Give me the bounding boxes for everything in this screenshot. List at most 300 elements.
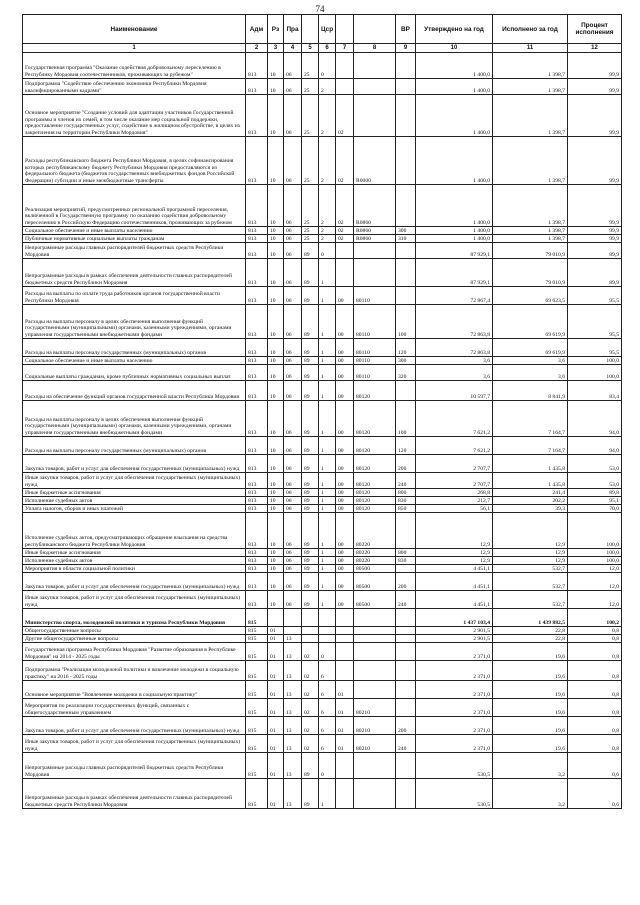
row-pr: 13: [284, 753, 302, 779]
row-csr-4: 80110: [354, 339, 396, 357]
row-executed: 19,6: [493, 661, 568, 681]
row-rz: 10: [268, 357, 284, 365]
row-pr: 06: [284, 591, 302, 609]
row-rz: [268, 609, 284, 627]
row-csr-1: 89: [302, 287, 319, 305]
col-number: 9: [396, 44, 416, 53]
row-csr-2: 1: [319, 557, 336, 565]
row-csr-4: 80220: [354, 513, 396, 549]
row-vr: 800: [396, 489, 416, 497]
row-csr-3: 00: [336, 381, 354, 401]
row-name: Государственная программа Республики Мордовия "Развитие образования в Республике Мордовия" на 2014 - 2025 годы: [23, 643, 246, 661]
row-approved: 2 371,0: [416, 643, 493, 661]
table-row: [23, 401, 622, 437]
row-name: Министерство спорта, молодежной политики и туризма Республики Мордовия: [23, 609, 246, 627]
row-executed: 3,6: [493, 357, 568, 365]
row-approved: 12,9: [416, 549, 493, 557]
row-csr-3: 02: [336, 235, 354, 243]
row-csr-2: 6: [319, 681, 336, 699]
row-approved: 12,9: [416, 513, 493, 549]
row-percent: 12,0: [568, 591, 622, 609]
row-adm: 813: [246, 339, 268, 357]
row-approved: 87 929,1: [416, 243, 493, 259]
row-csr-4: [354, 635, 396, 643]
row-csr-2: 1: [319, 339, 336, 357]
row-rz: 10: [268, 287, 284, 305]
row-percent: 12,0: [568, 565, 622, 573]
row-csr-3: 00: [336, 513, 354, 549]
table-row: [23, 381, 622, 401]
table-row: [23, 513, 622, 549]
row-csr-1: 02: [302, 661, 319, 681]
col-number: 2: [246, 44, 268, 53]
row-executed: 3,2: [493, 753, 568, 779]
row-rz: 10: [268, 401, 284, 437]
table-row: [23, 455, 622, 473]
row-percent: 0,8: [568, 699, 622, 717]
row-name: Реализация мероприятий, предусмотренных региональной программой переселения, включенной в Государственную программу по оказанию содействия добровольному переселению в Российскую Федерацию соотечественников, проживающих за рубежом: [23, 185, 246, 227]
row-approved: 2 901,5: [416, 627, 493, 635]
row-vr: [396, 681, 416, 699]
row-csr-2: [319, 627, 336, 635]
row-csr-3: [336, 259, 354, 287]
row-csr-1: 89: [302, 381, 319, 401]
row-adm: 813: [246, 305, 268, 339]
row-approved: 2 371,0: [416, 735, 493, 753]
row-csr-4: [354, 79, 396, 95]
row-csr-1: 89: [302, 339, 319, 357]
row-rz: 01: [268, 635, 284, 643]
row-csr-3: 00: [336, 591, 354, 609]
row-percent: 100,0: [568, 557, 622, 565]
row-csr-4: [354, 661, 396, 681]
col-number: 4: [284, 44, 302, 53]
table-row: [23, 717, 622, 735]
row-name: Расходы на выплаты персоналу в целях обеспечения выполнения функций государственными (муниципальными) органами, казенными учреждениями, органами управления государственными внебюджетными фондами: [23, 305, 246, 339]
row-percent: 100,0: [568, 357, 622, 365]
row-approved: 2 371,0: [416, 661, 493, 681]
col-number: 12: [568, 44, 622, 53]
row-csr-3: [336, 643, 354, 661]
row-percent: 0,8: [568, 661, 622, 681]
table-row: [23, 305, 622, 339]
row-adm: 813: [246, 473, 268, 489]
row-executed: 3,2: [493, 779, 568, 809]
row-approved: 1 400,0: [416, 53, 493, 79]
row-csr-1: 89: [302, 455, 319, 473]
row-csr-2: 6: [319, 699, 336, 717]
col-header-blank: [354, 15, 396, 44]
row-adm: 815: [246, 635, 268, 643]
row-approved: 1 400,0: [416, 95, 493, 137]
row-executed: 7 164,7: [493, 401, 568, 437]
row-adm: 813: [246, 557, 268, 565]
row-vr: [396, 53, 416, 79]
table-row: [23, 497, 622, 505]
row-csr-4: 80110: [354, 357, 396, 365]
row-name: Иные закупки товаров, работ и услуг для обеспечения государственных (муниципальных) нужд: [23, 735, 246, 753]
row-csr-4: 80500: [354, 591, 396, 609]
row-csr-2: 0: [319, 643, 336, 661]
row-vr: 100: [396, 401, 416, 437]
row-percent: 0,8: [568, 635, 622, 643]
row-csr-1: 25: [302, 53, 319, 79]
row-csr-1: 02: [302, 699, 319, 717]
row-csr-1: 89: [302, 473, 319, 489]
row-csr-1: 25: [302, 79, 319, 95]
row-csr-1: 02: [302, 717, 319, 735]
row-executed: 12,9: [493, 549, 568, 557]
row-csr-1: 89: [302, 437, 319, 455]
row-csr-1: 25: [302, 185, 319, 227]
row-csr-4: [354, 779, 396, 809]
row-approved: 3,6: [416, 365, 493, 381]
row-pr: 06: [284, 227, 302, 235]
row-executed: 69 619,9: [493, 339, 568, 357]
row-approved: 4 451,1: [416, 573, 493, 591]
row-rz: 10: [268, 79, 284, 95]
row-percent: 0,8: [568, 643, 622, 661]
row-csr-2: 2: [319, 227, 336, 235]
table-row: [23, 365, 622, 381]
row-approved: 2 707,7: [416, 473, 493, 489]
row-vr: [396, 753, 416, 779]
row-rz: 10: [268, 557, 284, 565]
row-adm: 815: [246, 735, 268, 753]
row-csr-3: 00: [336, 401, 354, 437]
row-csr-3: [336, 753, 354, 779]
row-csr-4: [354, 627, 396, 635]
row-rz: 01: [268, 643, 284, 661]
table-row: [23, 227, 622, 235]
row-approved: 4 451,1: [416, 565, 493, 573]
row-adm: 813: [246, 513, 268, 549]
row-vr: 830: [396, 557, 416, 565]
row-adm: 815: [246, 681, 268, 699]
row-adm: 813: [246, 489, 268, 497]
row-csr-4: R0000: [354, 137, 396, 185]
row-percent: 99,9: [568, 79, 622, 95]
row-approved: 4 451,1: [416, 591, 493, 609]
row-name: Государственная программа "Оказание содействия добровольному переселению в Республику Мордовия соотечественников, проживающих за рубежом": [23, 53, 246, 79]
row-csr-4: 80220: [354, 557, 396, 565]
row-csr-2: 1: [319, 489, 336, 497]
row-csr-3: [336, 53, 354, 79]
row-csr-1: 25: [302, 137, 319, 185]
row-csr-3: [336, 661, 354, 681]
row-percent: 99,9: [568, 137, 622, 185]
row-approved: 530,5: [416, 753, 493, 779]
row-csr-1: 89: [302, 591, 319, 609]
row-csr-3: 02: [336, 137, 354, 185]
table-row: [23, 627, 622, 635]
row-vr: 240: [396, 591, 416, 609]
row-vr: 850: [396, 505, 416, 513]
row-name: Мероприятия по реализации государственных функций, связанных с общегосударственным управлением: [23, 699, 246, 717]
row-adm: 813: [246, 287, 268, 305]
row-csr-1: 25: [302, 95, 319, 137]
row-name: Исполнение судебных актов, предусматривающих обращение взыскания на средства республиканского бюджета Республики Мордовия: [23, 513, 246, 549]
row-rz: 10: [268, 137, 284, 185]
row-csr-4: 80210: [354, 699, 396, 717]
row-rz: 10: [268, 497, 284, 505]
row-adm: 813: [246, 401, 268, 437]
row-adm: 813: [246, 235, 268, 243]
table-row: [23, 681, 622, 699]
row-percent: 100,2: [568, 609, 622, 627]
table-row: [23, 437, 622, 455]
row-adm: 815: [246, 779, 268, 809]
row-csr-2: 6: [319, 717, 336, 735]
row-executed: 1 398,7: [493, 79, 568, 95]
row-adm: 813: [246, 437, 268, 455]
row-csr-2: 1: [319, 473, 336, 489]
row-name: Непрограммные расходы главных распорядителей бюджетных средств Республики Мордовия: [23, 243, 246, 259]
row-approved: 530,5: [416, 779, 493, 809]
row-vr: [396, 635, 416, 643]
row-percent: 12,0: [568, 573, 622, 591]
row-vr: [396, 185, 416, 227]
row-csr-4: [354, 53, 396, 79]
row-csr-3: [336, 779, 354, 809]
row-csr-3: 00: [336, 489, 354, 497]
row-csr-1: 25: [302, 227, 319, 235]
table-row: [23, 339, 622, 357]
column-number-row: [23, 44, 622, 53]
row-percent: 100,0: [568, 513, 622, 549]
table-row: [23, 53, 622, 79]
row-csr-4: 80220: [354, 549, 396, 557]
row-csr-4: 80120: [354, 401, 396, 437]
row-adm: 815: [246, 661, 268, 681]
table-row: [23, 753, 622, 779]
row-percent: 70,0: [568, 505, 622, 513]
row-name: Расходы республиканского бюджета Республики Мордовия, в целях софинансирования которых республиканскому бюджету Республики Мордовия предоставляются из федерального бюджета (бюджетов государственных внебюджетных фондов Российской Федерации) субсидии и иные межбюджетные трансферты: [23, 137, 246, 185]
row-name: Иные бюджетные ассигнования: [23, 489, 246, 497]
row-adm: 813: [246, 185, 268, 227]
table-row: [23, 259, 622, 287]
row-name: Уплата налогов, сборов и иных платежей: [23, 505, 246, 513]
row-pr: 06: [284, 565, 302, 573]
row-csr-2: 0: [319, 243, 336, 259]
row-name: Закупка товаров, работ и услуг для обеспечения государственных (муниципальных) нужд: [23, 717, 246, 735]
row-csr-1: [302, 635, 319, 643]
row-csr-2: 2: [319, 185, 336, 227]
row-pr: 06: [284, 259, 302, 287]
row-executed: 19,6: [493, 717, 568, 735]
col-header-blank: [302, 15, 319, 44]
row-percent: 89,8: [568, 489, 622, 497]
row-csr-3: 00: [336, 505, 354, 513]
table-row: [23, 79, 622, 95]
row-csr-3: 02: [336, 227, 354, 235]
row-vr: 300: [396, 357, 416, 365]
row-percent: 94,0: [568, 437, 622, 455]
col-header-percent: Процент исполнения: [568, 15, 622, 44]
row-csr-3: [336, 79, 354, 95]
row-csr-3: 00: [336, 455, 354, 473]
col-number: 5: [302, 44, 319, 53]
row-name: Непрограммные расходы главных распорядителей бюджетных средств Республики Мордовия: [23, 753, 246, 779]
row-csr-3: 01: [336, 735, 354, 753]
col-header-pr: Пра: [284, 15, 302, 44]
row-percent: 99,9: [568, 185, 622, 227]
row-vr: 830: [396, 497, 416, 505]
row-pr: 06: [284, 365, 302, 381]
row-csr-2: 1: [319, 497, 336, 505]
row-csr-3: 02: [336, 185, 354, 227]
row-rz: 01: [268, 681, 284, 699]
row-percent: 95,5: [568, 287, 622, 305]
row-executed: 1 398,7: [493, 137, 568, 185]
row-executed: 1 398,7: [493, 185, 568, 227]
row-csr-4: 80120: [354, 455, 396, 473]
row-vr: 120: [396, 339, 416, 357]
row-rz: 10: [268, 591, 284, 609]
row-executed: 532,7: [493, 591, 568, 609]
row-adm: 815: [246, 753, 268, 779]
row-pr: 06: [284, 137, 302, 185]
row-pr: 13: [284, 779, 302, 809]
row-name: Иные бюджетные ассигнования: [23, 549, 246, 557]
row-vr: [396, 287, 416, 305]
row-rz: 10: [268, 365, 284, 381]
row-vr: [396, 79, 416, 95]
row-adm: 813: [246, 365, 268, 381]
row-vr: [396, 661, 416, 681]
row-executed: 19,6: [493, 699, 568, 717]
header-row: [23, 15, 622, 44]
row-csr-1: 25: [302, 235, 319, 243]
row-vr: [396, 137, 416, 185]
row-csr-2: 6: [319, 735, 336, 753]
row-executed: 1 398,7: [493, 235, 568, 243]
row-csr-4: 80210: [354, 717, 396, 735]
budget-table: [22, 14, 622, 809]
col-number: 3: [268, 44, 284, 53]
row-csr-2: 1: [319, 573, 336, 591]
table-row: [23, 565, 622, 573]
row-percent: 99,9: [568, 53, 622, 79]
row-approved: 2 371,0: [416, 699, 493, 717]
row-approved: 72 867,4: [416, 287, 493, 305]
row-percent: 0,6: [568, 779, 622, 809]
row-vr: 320: [396, 365, 416, 381]
row-name: Расходы на выплаты персоналу государственных (муниципальных) органов: [23, 339, 246, 357]
table-row: [23, 779, 622, 809]
row-percent: 94,0: [568, 401, 622, 437]
row-csr-3: [336, 609, 354, 627]
row-name: Подпрограмма "Реализация молодежной политики и вовлечение молодежи в социальную практику" на 2016 - 2025 годы: [23, 661, 246, 681]
row-name: Непрограммные расходы в рамках обеспечения деятельности главных распорядителей бюджетных средств Республики Мордовия: [23, 779, 246, 809]
row-pr: 06: [284, 557, 302, 565]
row-executed: 69 619,9: [493, 305, 568, 339]
row-csr-3: 00: [336, 473, 354, 489]
row-name: Расходы на выплаты персоналу в целях обеспечения выполнения функций государственными (муниципальными) органами, казенными учреждениями, органами управления государственными внебюджетными фондами: [23, 401, 246, 437]
row-csr-2: 1: [319, 565, 336, 573]
row-rz: 10: [268, 227, 284, 235]
col-number: 1: [23, 44, 246, 53]
row-csr-2: 1: [319, 259, 336, 287]
col-header-rz: Рз: [268, 15, 284, 44]
row-pr: 06: [284, 489, 302, 497]
row-csr-2: 2: [319, 79, 336, 95]
row-adm: 813: [246, 381, 268, 401]
row-pr: 06: [284, 505, 302, 513]
row-rz: 10: [268, 53, 284, 79]
row-percent: 0,8: [568, 627, 622, 635]
table-row: [23, 661, 622, 681]
row-approved: 2 901,5: [416, 635, 493, 643]
row-executed: 22,8: [493, 627, 568, 635]
row-csr-3: 00: [336, 365, 354, 381]
row-executed: 39,3: [493, 505, 568, 513]
row-csr-2: 6: [319, 661, 336, 681]
row-rz: 10: [268, 473, 284, 489]
row-csr-1: 89: [302, 497, 319, 505]
row-csr-1: 89: [302, 573, 319, 591]
row-executed: 22,8: [493, 635, 568, 643]
col-number: 8: [354, 44, 396, 53]
row-vr: [396, 643, 416, 661]
row-pr: 13: [284, 735, 302, 753]
row-name: Подпрограмма "Содействие обеспечению экономики Республики Мордовия квалифицированными кадрами": [23, 79, 246, 95]
row-name: Исполнение судебных актов: [23, 557, 246, 565]
row-name: Другие общегосударственные вопросы: [23, 635, 246, 643]
page-number: 74: [315, 4, 325, 14]
row-vr: [396, 699, 416, 717]
row-name: Закупка товаров, работ и услуг для обеспечения государственных (муниципальных) нужд: [23, 573, 246, 591]
row-approved: 1 400,0: [416, 185, 493, 227]
row-rz: 10: [268, 185, 284, 227]
row-csr-1: 02: [302, 735, 319, 753]
row-name: Иные закупки товаров, работ и услуг для обеспечения государственных (муниципальных) нужд: [23, 473, 246, 489]
row-percent: 0,8: [568, 717, 622, 735]
row-adm: 813: [246, 357, 268, 365]
row-name: Основное мероприятие "Создание условий для адаптации участников Государственной программы и членов их семей, в том числе оказание мер социальной поддержки, предоставление государственных услуг, содействие в жилищном обустройстве, в целях их закрепления на территории Республики Мордовия": [23, 95, 246, 137]
row-pr: 13: [284, 643, 302, 661]
row-executed: 1 435,8: [493, 455, 568, 473]
row-adm: 813: [246, 53, 268, 79]
row-name: Социальное обеспечение и иные выплаты населению: [23, 227, 246, 235]
row-adm: 813: [246, 455, 268, 473]
row-csr-2: 1: [319, 287, 336, 305]
row-executed: 532,7: [493, 565, 568, 573]
row-executed: 202,2: [493, 497, 568, 505]
row-vr: [396, 243, 416, 259]
row-csr-2: 1: [319, 437, 336, 455]
table-row: [23, 735, 622, 753]
row-csr-4: [354, 259, 396, 287]
row-csr-1: 89: [302, 779, 319, 809]
row-csr-1: 89: [302, 259, 319, 287]
row-csr-2: 1: [319, 591, 336, 609]
row-pr: 06: [284, 549, 302, 557]
row-executed: 532,7: [493, 573, 568, 591]
row-percent: 0,6: [568, 753, 622, 779]
row-vr: 120: [396, 437, 416, 455]
row-approved: 1 400,0: [416, 227, 493, 235]
row-percent: 89,9: [568, 243, 622, 259]
table-row: [23, 591, 622, 609]
row-vr: 310: [396, 235, 416, 243]
row-csr-3: [336, 635, 354, 643]
row-executed: 79 010,9: [493, 243, 568, 259]
row-pr: 06: [284, 497, 302, 505]
row-csr-2: 1: [319, 505, 336, 513]
row-rz: 01: [268, 717, 284, 735]
col-header-name: Наименование: [23, 15, 246, 44]
